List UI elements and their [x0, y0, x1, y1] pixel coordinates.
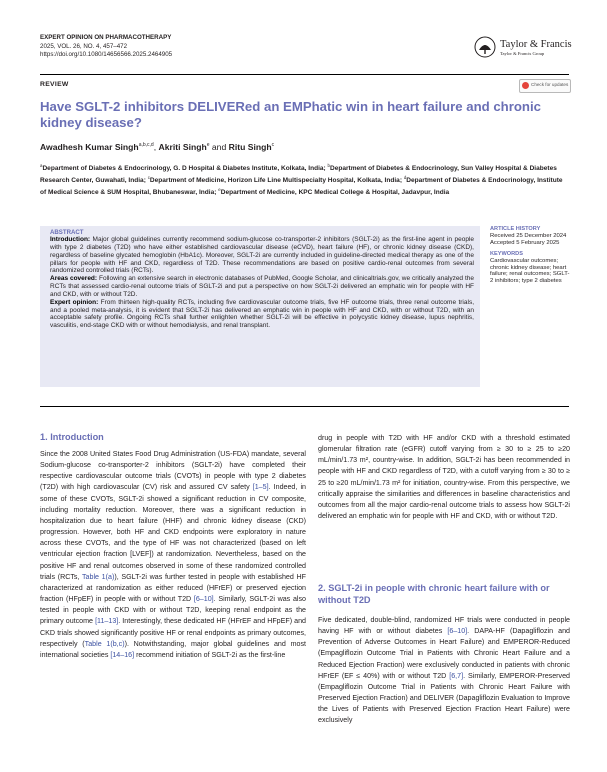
author-superscript: c	[271, 142, 275, 149]
abstract-body	[50, 236, 474, 330]
received-date: Received 25 December 2024	[490, 232, 567, 239]
citation-link[interactable]: [6–10]	[447, 627, 468, 636]
volume-line: 2025, VOL. 26, NO. 4, 457–472	[40, 42, 128, 50]
abstract-expert: From thirteen high-quality RCTs, including five cardiovascular outcome trials, five HF outcome trials, three renal outcome trials, and a pooled meta-analysis, it is evident that SGLT-2i has delivered an emphatic win in people with HF and CKD, with or without T2D, with an acceptable safety profile. Ongoing RCTs shall further enlighten whether SGLT-2i will be effective in polycystic kidney disease, lupus nephritis, vasculitis, end-stage CKD with or without hemodialysis, and renal transplant.	[50, 298, 474, 330]
introduction-continued	[318, 433, 570, 522]
table-link[interactable]: Table 1(a)	[82, 572, 115, 581]
intro-text: . Indeed, in some of these CVOTs, SGLT-2i showed a significant reduction in CV composite, including mortality reduction. Moreover, there was a significant reduction in hospitalization due to heart failure (HHF) and chronic kidney disease (CKD) progression. However, both HF and CKD endpoints were exploratory in nature across these CVOTs, and the type of HF was not characterized (based on left ventricular ejection fraction [LVEF]) at randomization. Nevertheless, based on the positive HF and renal outcomes observed in some of these randomized controlled trials (RCTs,	[40, 483, 306, 581]
check-updates-button[interactable]	[519, 79, 571, 93]
journal-header	[40, 34, 172, 60]
author-name[interactable]: Akriti Singh	[158, 142, 207, 152]
author-superscript: a,b,c,d	[138, 142, 154, 149]
publisher-logo	[474, 36, 572, 58]
article-title: Have SGLT-2 inhibitors DELIVERed an EMPhatic win in heart failure and chronic kidney disease?	[40, 99, 541, 130]
header-divider	[40, 74, 569, 75]
journal-name: EXPERT OPINION ON PHARMACOTHERAPY	[40, 34, 172, 41]
intro-text: . Similarly, SGLT-2i was also tested in people with CKD with or without T2D, keeping renal endpoint as the primary outcome	[40, 595, 306, 626]
citation-link[interactable]: [1–5]	[252, 483, 269, 492]
keywords-heading: KEYWORDS	[490, 250, 523, 257]
hf-text: . DAPA-HF (Dapagliflozin and Prevention of Adverse Outcomes in Heart Failure) and EMPEROR-Reduced (Empagliflozin Outcome Trial in Patients with Chronic Heart Failure and a Reduced Ejection Fraction) were exclusively conducted in patients with chronic HFrEF (EF ≤ 40%) with or without T2D	[318, 627, 571, 680]
keywords-list: Cardiovascular outcomes; chronic kidney disease; heart failure; renal outcomes; SGLT-2 inhibitors; type 2 diabetes	[490, 257, 570, 285]
intro-text: ). Notwithstanding, major global guidelines and most international societies	[40, 639, 306, 659]
citation-link[interactable]: [14–16]	[110, 650, 135, 659]
publisher-emblem-icon	[474, 36, 496, 58]
affiliation-b: Department of Diabetes & Endocrinology, Sun Valley Hospital & Diabetes Research Center, Guwahati, India;	[40, 165, 557, 185]
author-name[interactable]: Ritu Singh	[228, 142, 272, 152]
abstract-heading: ABSTRACT	[50, 229, 84, 236]
affiliation-a: Department of Diabetes & Endocrinology, G. D Hospital & Diabetes Institute, Kolkata, India;	[42, 165, 328, 173]
affiliations: $^a$Department of Diabetes & Endocrinology, G. D Hospital & Diabetes Institute, Kolkata, India; $^b$Department of Diabetes & Endocrinology, Sun Valley Hospital & Diabetes Research Center, Guwahati, India; $^c$Department of Medicine, Horizon Life Line Multispecialty Hospital, Kolkata, India; $^d$Department of Diabetes & Endocrinology, Institute of Medical Science & SUM Hospital, Bhubaneswar, India; $^e$Department of Medicine, KPC Medical College & Hospital, Jadavpur, India	[40, 163, 563, 197]
abstract-areas: Following an extensive search in electronic databases of PubMed, Google Scholar, and clinicaltrials.gov, we critically analyzed the RCTs that assessed cardio-renal outcome trials of SGLT-2i and put a perspective on how SGLT-2i delivered an emphatic win for people with HF and CKD, with or without T2D.	[50, 275, 474, 298]
abstract-divider	[40, 406, 569, 407]
publisher-group: Taylor & Francis Group	[500, 51, 545, 56]
abstract-intro-label: Introduction:	[50, 236, 91, 243]
abstract-areas-label: Areas covered:	[50, 275, 98, 283]
affiliation-d: Department of Diabetes & Endocrinology, Institute of Medical Science & SUM Hospital, Bhubaneswar, India;	[40, 177, 563, 197]
citation-link[interactable]: [6,7]	[449, 671, 464, 680]
article-sidebar	[490, 226, 572, 285]
intro-text: . Interestingly, these dedicated HF (HFrEF and HFpEF) and CKD trials showed significantly positive HF or renal endpoints as primary outcomes, respectively (	[40, 617, 306, 648]
affiliation-c: Department of Medicine, Horizon Life Line Multispecialty Hospital, Kolkata, India;	[149, 177, 404, 185]
intro-continued-text: drug in people with T2D with HF and/or CKD with a threshold estimated glomerular filtration rate (eGFR) cutoff varying from ≥ 30 to ≥ 25 to ≥20 mL/min/1.73 m², country-wise. In addition, SGLT-2i has been recommended in people with HF and CKD regardless of T2D, with a cutoff varying from ≥ 30 to ≥ 25 to ≥20 mL/min/1.73 m² for initiation, country-wise. From this perspective, we critically appraise the similarities and differences in baseline characteristics and outcomes from all the major cardio-renal outcome trials to assess how SGLT-2i delivered an emphatic win for people with HF and CKD, with or without T2D.	[318, 434, 570, 521]
intro-text: recommend initiation of SGLT-2i as the first-line	[134, 650, 286, 659]
doi-link[interactable]: https://doi.org/10.1080/14656566.2025.2464905	[40, 51, 173, 59]
table-link[interactable]: Table 1(b,c)	[84, 639, 125, 648]
abstract-intro: Major global guidelines currently recommend sodium-glucose co-transporter-2 inhibitors (SGLT-2i) as the first-line agent in people with type 2 diabetes (T2D) who have either established cardiovascular disease (eCVD), heart failure (HF), or chronic kidney disease (CKD), regardless of baseline glycated hemoglobin (HbA1c). Moreover, SGLT-2i are currently included in guideline-directed medical therapy as one of the pillars for people with HF and CKD, regardless of T2D. These recommendations are based on positive cardio-renal outcomes from several randomized controlled trials (RCTs).	[50, 236, 474, 275]
history-heading: ARTICLE HISTORY	[490, 226, 541, 232]
author-list	[40, 142, 274, 152]
section-heading-introduction: 1. Introduction	[40, 432, 104, 442]
citation-link[interactable]: [11–13]	[95, 617, 119, 626]
author-separator: and	[209, 142, 229, 152]
abstract-expert-label: Expert opinion:	[50, 298, 99, 306]
author-separator: ,	[153, 142, 159, 152]
intro-text: Since the 2008 United States Food Drug Administration (US-FDA) mandate, several Sodium-glucose co-transporter-2 inhibitors (SGLT-2i) have completed their respective cardiovascular outcome trials (CVOTs) in people with type 2 diabetes (T2D) with high cardiovascular (CV) risk and assured CV safety	[40, 450, 306, 492]
check-updates-label: Check for updates	[531, 82, 569, 87]
hf-text: Five dedicated, double-blind, randomized HF trials were conducted in people having HF with or without diabetes	[318, 616, 570, 636]
check-updates-icon	[522, 82, 529, 89]
article-type: REVIEW	[40, 81, 69, 88]
citation-link[interactable]: [6–10]	[193, 595, 214, 604]
affiliation-e: Department of Medicine, KPC Medical College & Hospital, Jadavpur, India	[220, 189, 450, 197]
hf-text: . Similarly, EMPEROR-Preserved (Empagliflozin Outcome Trial in Patients with Chronic Heart Failure with Preserved Ejection Fraction) and DELIVER (Dapagliflozin Evaluation to Improve the Lives of Patients with Preserved Ejection Fraction Heart Failure) were exclusively	[318, 671, 570, 725]
accepted-date: Accepted 5 February 2025	[490, 239, 560, 246]
heart-failure-paragraph	[318, 615, 570, 727]
intro-text: ), SGLT-2i was further tested in people with established HF characterized at randomization as either reduced (HFrEF) or preserved ejection fraction (HFpEF) in people with or without T2D	[40, 572, 306, 604]
author-superscript: e	[206, 142, 210, 149]
publisher-name: Taylor & Francis	[500, 39, 572, 50]
introduction-paragraph	[40, 449, 306, 661]
section-heading-heart-failure: 2. SGLT-2i in people with chronic heart failure with or without T2D	[318, 583, 550, 605]
author-name[interactable]: Awadhesh Kumar Singh	[40, 142, 139, 152]
